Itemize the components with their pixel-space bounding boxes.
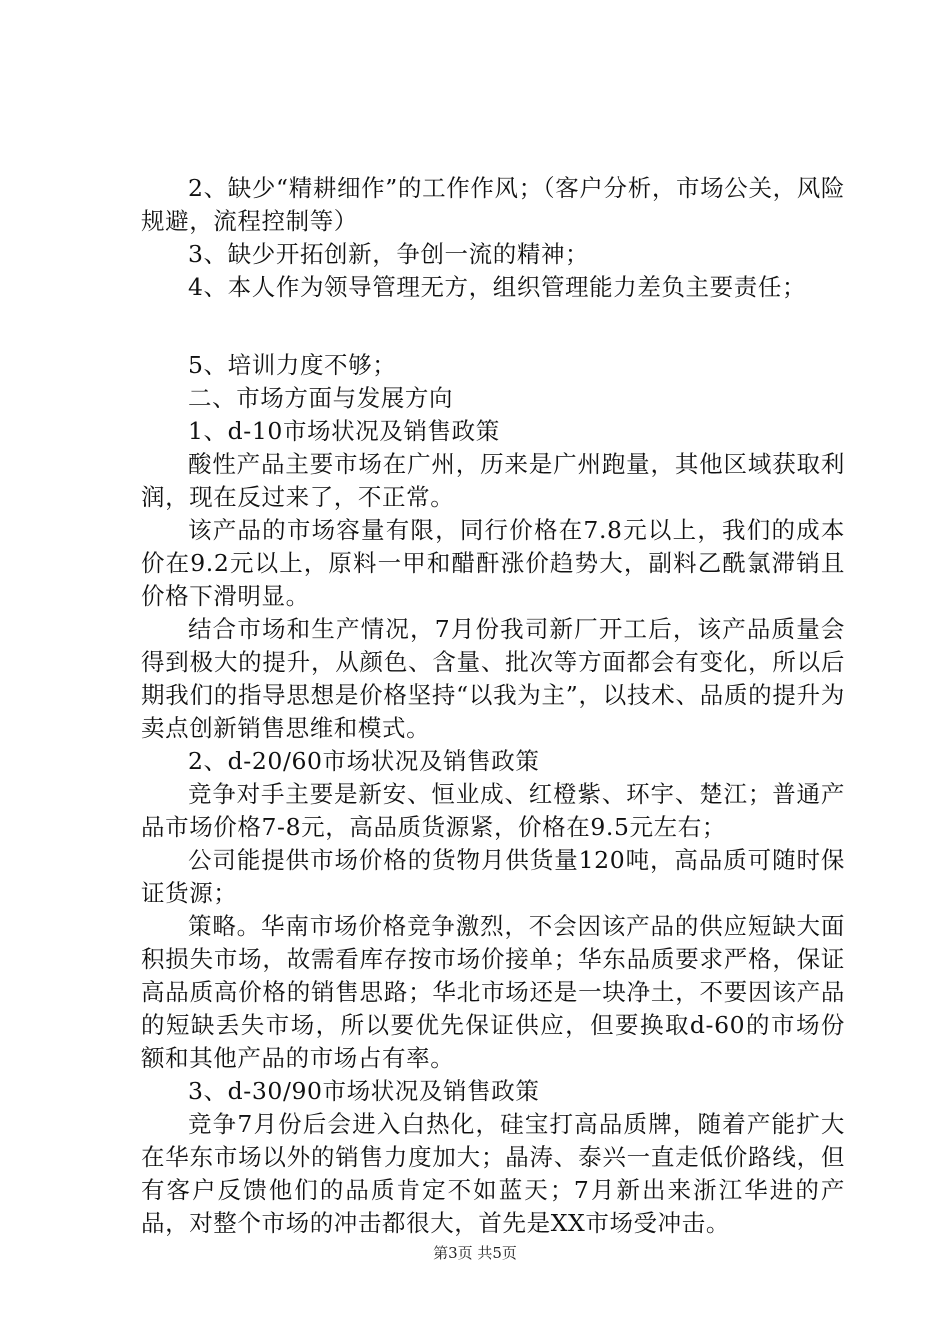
paragraph-item-2: 2、缺少“精耕细作”的工作作风；（客户分析，市场公关，风险规避，流程控制等） [141, 174, 845, 235]
paragraph-d10-market: 酸性产品主要市场在广州，历来是广州跑量，其他区域获取利润，现在反过来了，不正常。 [141, 450, 845, 511]
paragraph-d20-strategy: 策略。华南市场价格竞争激烈，不会因该产品的供应短缺大面积损失市场，故需看库存按市场价接单；华东品质要求严格，保证高品质高价格的销售思路；华北市场还是一块净土，不要因该产品的短缺丢失市场，所以要优先保证供应，但要换取d-60的市场份额和其他产品的市场占有率。 [141, 912, 845, 1072]
document-body [141, 172, 845, 1240]
paragraph-d20-supply: 公司能提供市场价格的货物月供货量120吨，高品质可随时保证货源； [141, 846, 845, 907]
paragraph-item-3: 3、缺少开拓创新，争创一流的精神； [188, 240, 590, 268]
paragraph-d10-strategy: 结合市场和生产情况，7月份我司新厂开工后，该产品质量会得到极大的提升，从颜色、含量、批次等方面都会有变化，所以后期我们的指导思想是价格坚持“以我为主”，以技术、品质的提升为卖点创新销售思维和模式。 [141, 615, 845, 742]
paragraph-d30-competition: 竞争7月份后会进入白热化，硅宝打高品质牌，随着产能扩大在华东市场以外的销售力度加大；晶涛、泰兴一直走低价路线，但有客户反馈他们的品质肯定不如蓝天；7月新出来浙江华进的产品，对整个市场的冲击都很大，首先是XX市场受冲击。 [141, 1110, 845, 1237]
subsection-heading-d20-60: 2、d-20/60市场状况及销售政策 [188, 747, 540, 775]
section-heading: 二、市场方面与发展方向 [188, 384, 454, 412]
page-number-footer: 第3页 共5页 [433, 1244, 517, 1262]
paragraph-gap [141, 304, 845, 349]
paragraph-d20-competitors: 竞争对手主要是新安、恒业成、红橙紫、环宇、楚江；普通产品市场价格7-8元，高品质货源紧，价格在9.5元左右； [141, 780, 845, 841]
paragraph-item-4: 4、本人作为领导管理无方，组织管理能力差负主要责任； [188, 273, 807, 301]
subsection-heading-d30-90: 3、d-30/90市场状况及销售政策 [188, 1077, 540, 1105]
paragraph-item-5: 5、培训力度不够； [188, 351, 397, 379]
paragraph-d10-cost: 该产品的市场容量有限，同行价格在7.8元以上，我们的成本价在9.2元以上，原料一甲和醋酐涨价趋势大，副料乙酰氯滞销且价格下滑明显。 [141, 516, 845, 610]
subsection-heading-d10: 1、d-10市场状况及销售政策 [188, 417, 500, 445]
